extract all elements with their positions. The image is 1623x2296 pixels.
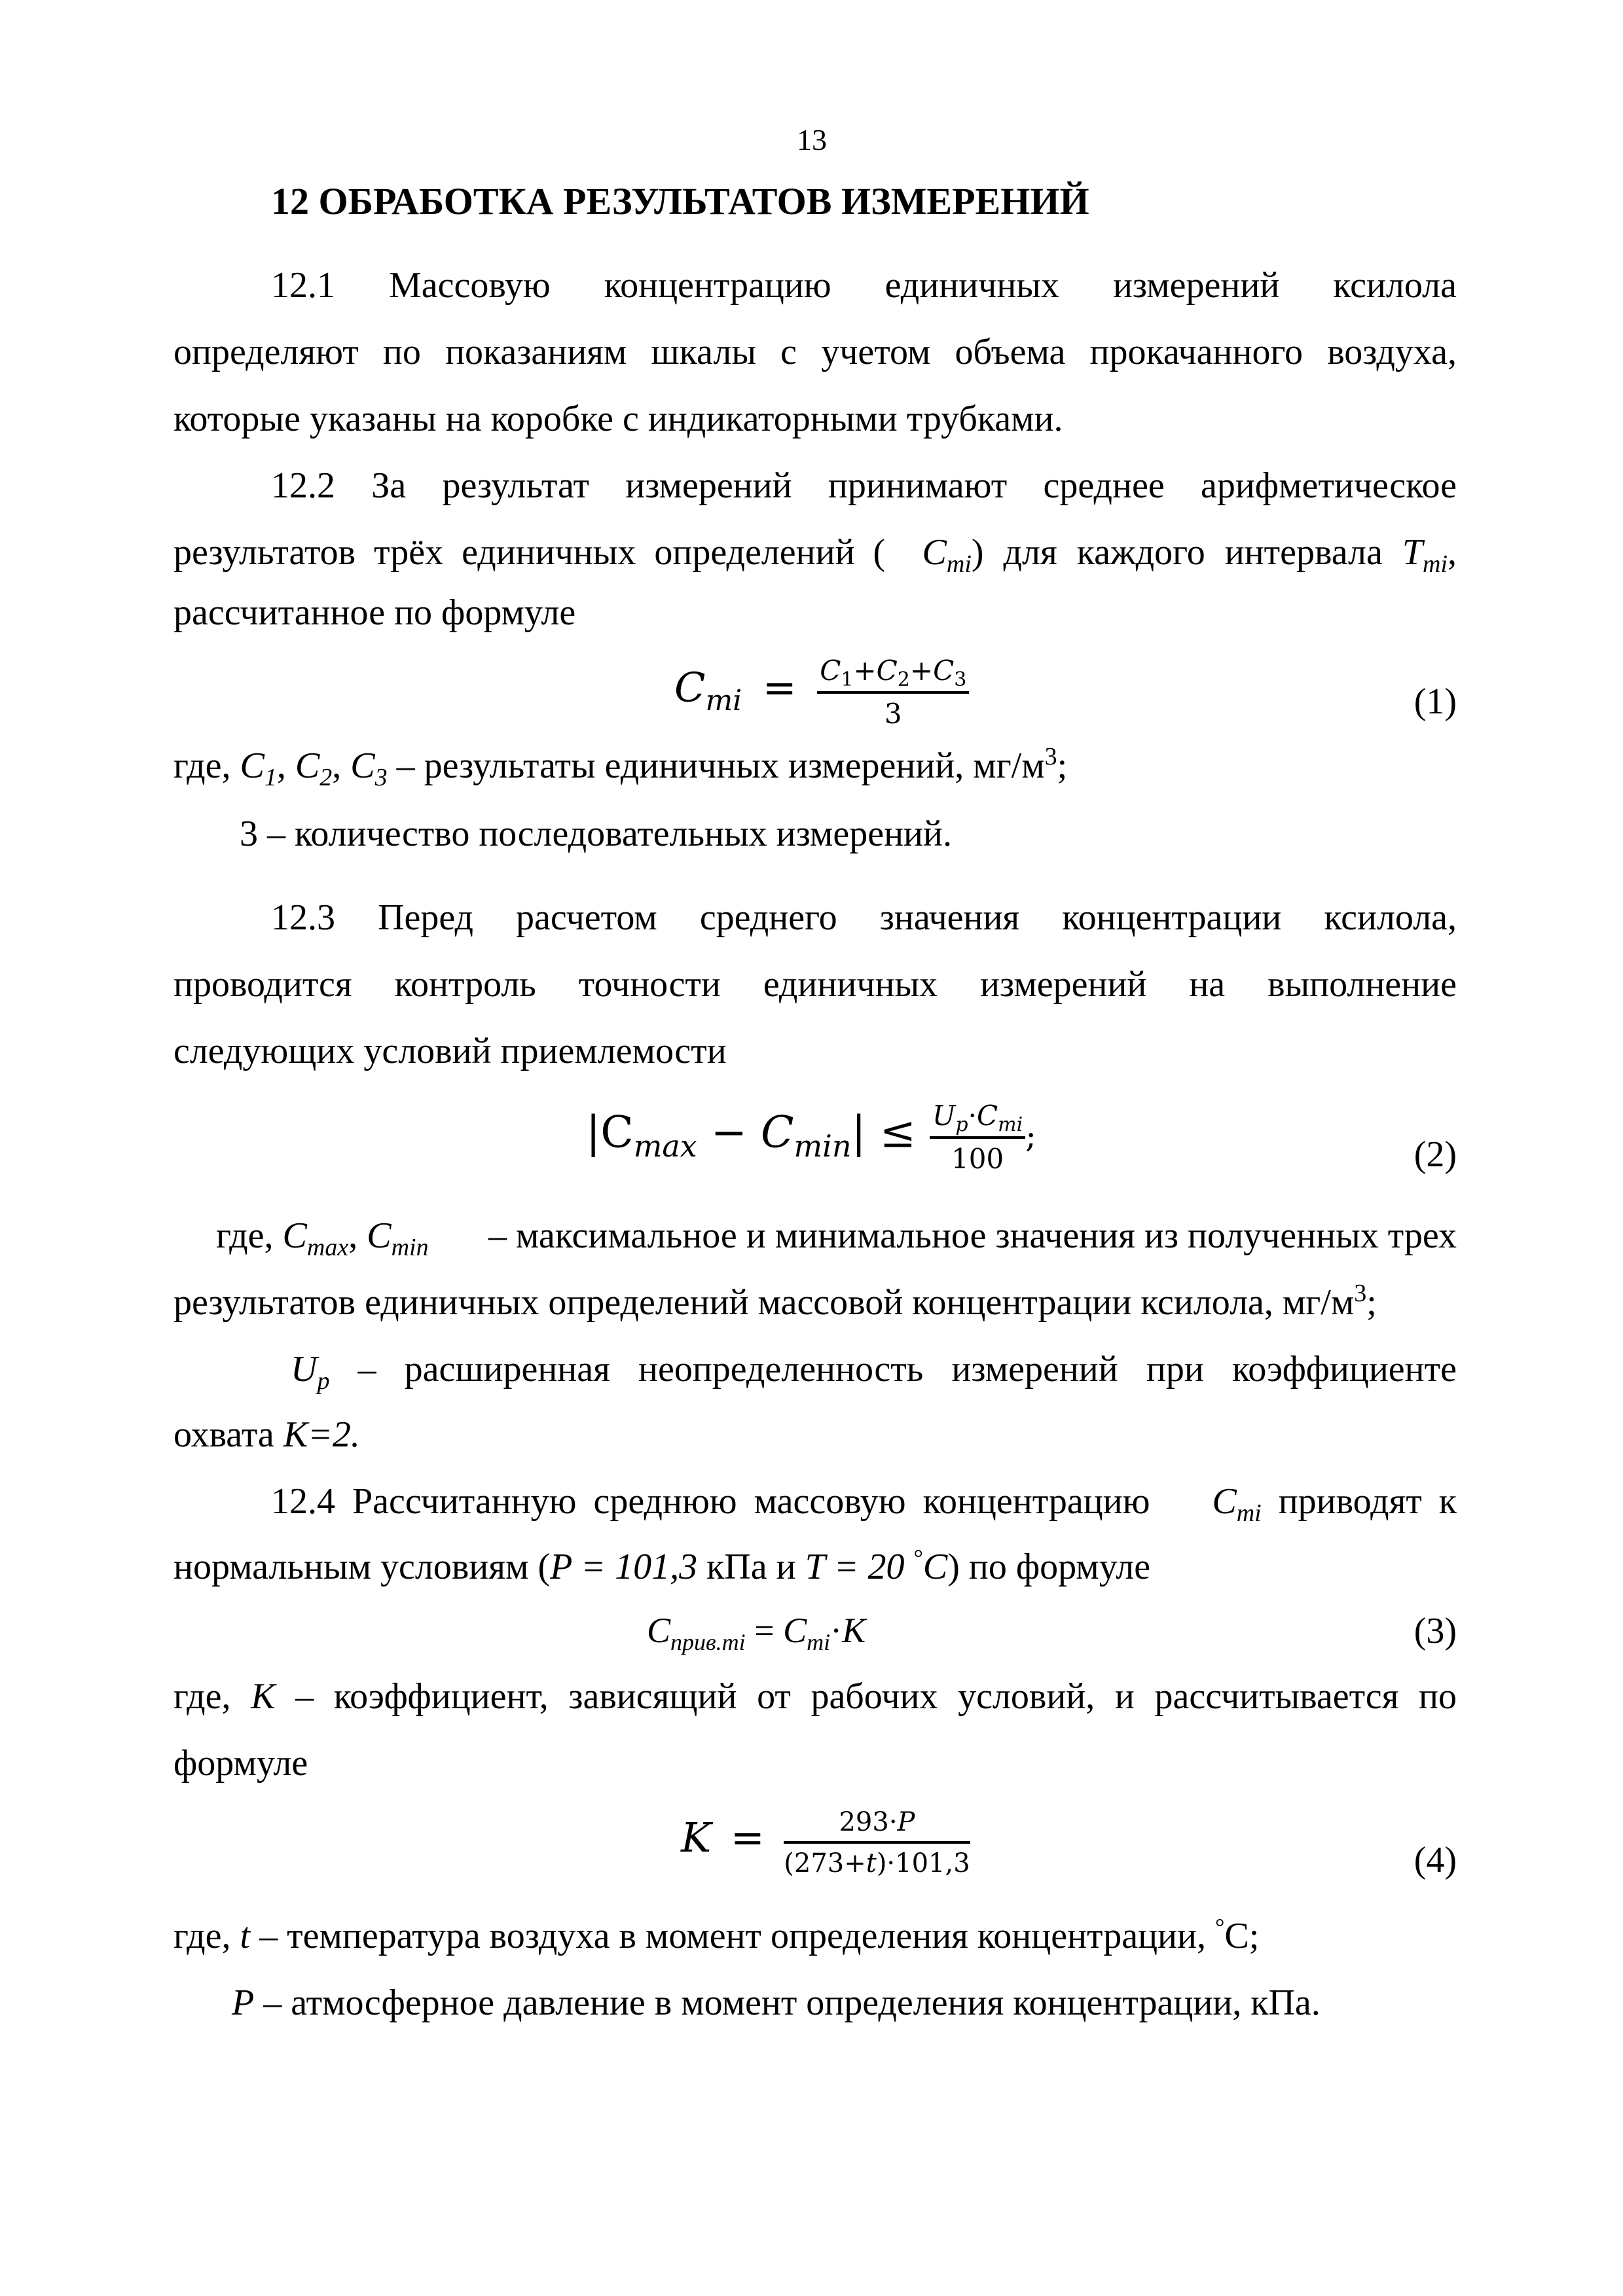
- eq2-semicolon: ;: [1025, 1117, 1037, 1155]
- text-fragment: результатов единичных определений массовой концентрации ксилола, мг/м: [173, 1282, 1355, 1323]
- word: концентрации: [1062, 897, 1282, 938]
- degree-sign: °: [913, 1545, 923, 1571]
- text-fragment: [291, 1348, 330, 1395]
- paragraph-12-3-line-1: [271, 897, 1457, 939]
- word: единичных: [763, 964, 938, 1005]
- eq1-denominator: 3: [884, 698, 902, 730]
- where-line-2: [216, 1215, 1457, 1262]
- symbol-c: C: [1212, 1481, 1237, 1522]
- superscript: 3: [1044, 743, 1057, 771]
- page-number: 13: [797, 123, 827, 156]
- text-fragment: – максимальное и минимальное значения из полученных трех: [488, 1215, 1457, 1256]
- symbol-p: P: [232, 1982, 255, 2023]
- word: по: [1418, 1676, 1457, 1717]
- eq1-numerator: [817, 655, 969, 694]
- plus: +: [909, 655, 934, 687]
- subscript: p: [317, 1367, 330, 1395]
- word: ксилола: [1333, 265, 1457, 306]
- symbol-u: U: [291, 1349, 318, 1390]
- word: единичных: [884, 265, 1059, 306]
- text-fragment: [1212, 1480, 1457, 1528]
- term: U: [932, 1100, 956, 1132]
- word: где,: [173, 1676, 231, 1717]
- eq2-denominator: 100: [951, 1143, 1004, 1175]
- eq1-fraction: [817, 655, 969, 730]
- term: C: [876, 655, 898, 687]
- word: значения: [879, 897, 1020, 938]
- section-title: 12 ОБРАБОТКА РЕЗУЛЬТАТОВ ИЗМЕРЕНИЙ: [271, 180, 1089, 223]
- paragraph-12-3-line-3: следующих условий приемлемости: [173, 1031, 727, 1071]
- eq3-lhs-sub: прив.mi: [670, 1628, 746, 1655]
- text-fragment: – атмосферное давление в момент определения концентрации, кПа.: [254, 1982, 1321, 2023]
- word: точности: [578, 964, 721, 1005]
- word: коэффициент,: [333, 1676, 549, 1717]
- eq2-minus: −: [697, 1107, 761, 1158]
- term: C: [976, 1100, 998, 1132]
- paragraph-12-4-line-2: [173, 1546, 1457, 1588]
- text-fragment: T = 20: [805, 1547, 914, 1587]
- text-fragment: ) для каждого интервала: [971, 532, 1402, 573]
- equation-1-number: (1): [1413, 681, 1457, 722]
- equation-2: [586, 1100, 1036, 1175]
- text-fragment: приводят к: [1261, 1481, 1457, 1522]
- term: )·101,3: [876, 1848, 970, 1878]
- eq3-c: C: [783, 1611, 807, 1650]
- para-number: 12.1: [271, 265, 335, 306]
- symbol-k: K: [251, 1676, 276, 1717]
- word: при: [1146, 1349, 1204, 1390]
- word: измерений: [980, 964, 1147, 1005]
- paragraph-12-2-line-1: 12.2 За результат измерений принимают среднее арифметическое: [271, 465, 1457, 506]
- where-line-2b-cont: [173, 1414, 1457, 1456]
- text-fragment: ;: [1057, 745, 1068, 786]
- symbol-t: t: [240, 1916, 251, 1956]
- eq2-cmin: C: [761, 1107, 794, 1158]
- word: Массовую: [389, 265, 551, 306]
- where-line-3: [173, 1676, 1457, 1717]
- text-fragment: охвата: [173, 1414, 283, 1455]
- where-line-2b: [291, 1348, 1457, 1395]
- text-fragment: нормальным условиям (: [173, 1547, 551, 1587]
- symbol-c2: C: [295, 745, 320, 786]
- eq1-equals: =: [762, 663, 797, 711]
- symbol-cmin: C: [367, 1215, 392, 1256]
- subscript: 3: [374, 764, 388, 792]
- equation-3: [647, 1610, 866, 1655]
- where-line-4: [173, 1915, 1457, 1957]
- text-fragment: [216, 1215, 429, 1262]
- term-sub: 3: [954, 668, 967, 692]
- text-fragment: – результаты единичных измерений, мг/м: [387, 745, 1045, 786]
- text-fragment: ,: [332, 745, 351, 786]
- equation-4-number: (4): [1413, 1840, 1457, 1880]
- term-sub: mi: [998, 1113, 1023, 1137]
- symbol-cmax: C: [282, 1215, 307, 1256]
- text-fragment: результатов трёх единичных определений (: [173, 532, 886, 573]
- where-line-4b: [232, 1982, 1321, 2024]
- symbol-c: C: [922, 532, 947, 573]
- term: P: [897, 1807, 915, 1837]
- text-fragment: где,: [216, 1215, 283, 1256]
- text-fragment: – температура воздуха в момент определения концентрации,: [250, 1916, 1215, 1956]
- eq3-k: K: [842, 1611, 866, 1650]
- term: 293·: [839, 1807, 898, 1837]
- equation-1: [674, 655, 969, 730]
- symbol-t: T: [1402, 532, 1423, 573]
- eq2-bar: |: [851, 1107, 866, 1158]
- eq4-numerator: [784, 1806, 970, 1844]
- text-fragment: =2.: [308, 1414, 360, 1455]
- word: неопределенность: [638, 1349, 924, 1390]
- where-line-3-cont: формуле: [173, 1743, 308, 1784]
- subscript: mi: [1423, 550, 1448, 579]
- subscript: mi: [946, 550, 972, 579]
- text-fragment: ,: [1448, 532, 1457, 573]
- text-fragment: где,: [173, 1916, 240, 1956]
- symbol-k: K: [283, 1414, 308, 1455]
- eq2-fraction: [930, 1100, 1025, 1175]
- eq1-lhs-sub: mi: [705, 684, 742, 718]
- equation-3-number: (3): [1413, 1611, 1457, 1651]
- word: на: [1189, 964, 1226, 1005]
- eq3-dot: ·: [830, 1611, 843, 1650]
- text-fragment: ,: [348, 1215, 367, 1256]
- word: –: [295, 1676, 314, 1717]
- eq3-c-sub: mi: [807, 1628, 831, 1655]
- word: ксилола,: [1324, 897, 1457, 938]
- plus: +: [853, 655, 877, 687]
- eq2-cmax-sub: max: [633, 1128, 697, 1164]
- subscript: max: [306, 1234, 349, 1262]
- text-fragment: кПа и: [697, 1547, 805, 1587]
- word: концентрацию: [604, 265, 831, 306]
- subscript: min: [391, 1234, 429, 1262]
- eq2-cmax: |C: [586, 1107, 634, 1158]
- word: –: [357, 1349, 376, 1390]
- word: проводится: [173, 964, 352, 1005]
- eq1-lhs: C: [674, 663, 706, 711]
- term: (273+: [784, 1848, 866, 1878]
- text-fragment: где,: [173, 745, 240, 786]
- paragraph-12-3-line-2: [173, 963, 1457, 1005]
- text-fragment: ) по формуле: [947, 1547, 1151, 1587]
- eq4-denominator: [784, 1844, 970, 1878]
- dot: ·: [968, 1100, 977, 1132]
- eq3-equals: =: [745, 1611, 784, 1650]
- word: среднего: [699, 897, 837, 938]
- word: Перед: [378, 897, 473, 938]
- text-fragment: C: [922, 1547, 948, 1587]
- word: контроль: [394, 964, 536, 1005]
- paragraph-12-2-line-3: рассчитанное по формуле: [173, 592, 576, 633]
- text-fragment: ,: [276, 745, 295, 786]
- eq4-lhs: K: [681, 1814, 712, 1862]
- word: 12.3: [271, 897, 335, 938]
- eq2-leq: ≤: [866, 1107, 930, 1158]
- paragraph-12-1-line-1: [271, 264, 1457, 306]
- degree-sign: °: [1214, 1914, 1225, 1941]
- text-fragment: P = 101,3: [550, 1547, 698, 1587]
- text-fragment: 12.4 Рассчитанную среднюю массовую концентрацию: [271, 1481, 1150, 1522]
- word: зависящий: [568, 1676, 737, 1717]
- term-sub: 2: [897, 668, 910, 692]
- word: от: [757, 1676, 791, 1717]
- eq4-equals: =: [730, 1814, 765, 1862]
- word: рассчитывается: [1154, 1676, 1399, 1717]
- word: и: [1114, 1676, 1135, 1717]
- word: выполнение: [1267, 964, 1457, 1005]
- word: коэффициенте: [1231, 1349, 1457, 1390]
- paragraph-12-2-line-2: [173, 531, 1457, 579]
- eq2-numerator: [930, 1100, 1025, 1139]
- text-fragment: С;: [1224, 1916, 1260, 1956]
- superscript: 3: [1354, 1280, 1367, 1308]
- where-line-2-cont: [173, 1282, 1457, 1323]
- term: C: [933, 655, 955, 687]
- eq3-lhs: C: [647, 1611, 671, 1650]
- eq2-cmin-sub: min: [793, 1128, 852, 1164]
- eq4-fraction: [784, 1806, 970, 1878]
- paragraph-12-4-line-1: [271, 1480, 1457, 1528]
- word: расчетом: [516, 897, 657, 938]
- equation-2-number: (2): [1413, 1134, 1457, 1175]
- word: условий,: [958, 1676, 1095, 1717]
- symbol-c1: C: [240, 745, 264, 786]
- word: расширенная: [404, 1349, 610, 1390]
- equation-4: [681, 1806, 970, 1878]
- term-sub: 1: [841, 668, 854, 692]
- term-sub: p: [955, 1113, 968, 1137]
- word: рабочих: [811, 1676, 938, 1717]
- symbol-c3: C: [350, 745, 375, 786]
- paragraph-12-1-line-2: определяют по показаниям шкалы с учетом объема прокачанного воздуха,: [173, 332, 1457, 372]
- where-line-1b: 3 – количество последовательных измерений.: [240, 814, 952, 854]
- word: измерений: [1112, 265, 1280, 306]
- subscript: 2: [319, 764, 333, 792]
- subscript: 1: [264, 764, 277, 792]
- subscript: mi: [1236, 1499, 1262, 1528]
- paragraph-12-1-line-3: которые указаны на коробке с индикаторными трубками.: [173, 399, 1063, 439]
- text-fragment: [922, 531, 1457, 579]
- term: C: [820, 655, 841, 687]
- text-fragment: ;: [1366, 1282, 1377, 1323]
- where-line-1: [173, 743, 1457, 792]
- term: t: [866, 1848, 877, 1878]
- word: измерений: [951, 1349, 1118, 1390]
